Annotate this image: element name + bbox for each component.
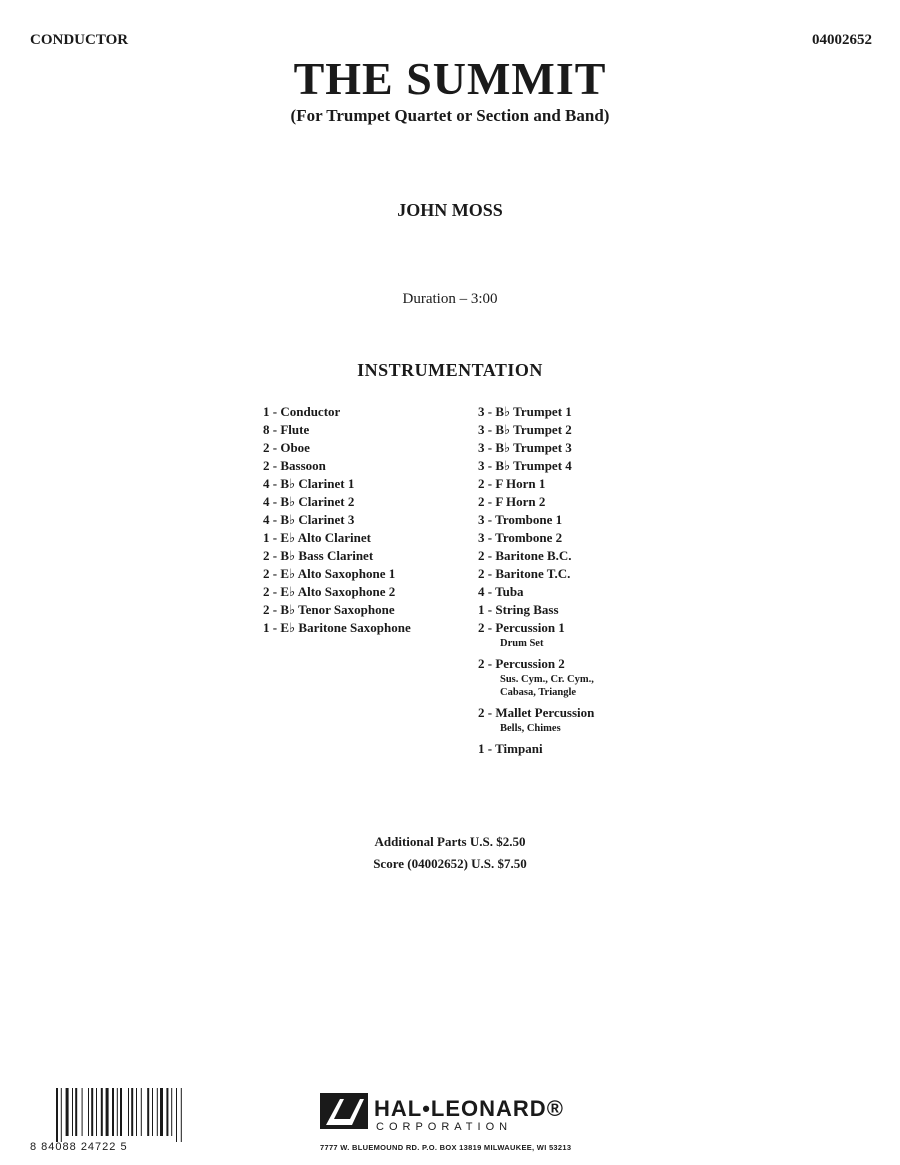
- instrument-list-right: [478, 403, 594, 758]
- instrument-row: 2 - B♭ Tenor Saxophone: [263, 602, 395, 617]
- instrument-name: Alto Clarinet: [295, 530, 371, 545]
- instrument-name: Conductor: [280, 404, 341, 419]
- instrument-key: B♭: [280, 602, 296, 617]
- instrument-quantity: 2: [478, 705, 485, 720]
- instrument-name: Tenor Saxophone: [295, 602, 395, 617]
- instrument-quantity: 4: [478, 584, 485, 599]
- instrument-name: Mallet Percussion: [495, 705, 595, 720]
- instrument-note: Bells, Chimes: [500, 723, 561, 734]
- instrument-note: Cabasa, Triangle: [500, 687, 577, 698]
- instrument-row: 2 - E♭ Alto Saxophone 1: [263, 566, 396, 581]
- instrument-key: B♭: [280, 548, 296, 563]
- instrument-quantity: 3: [478, 440, 485, 455]
- instrument-row: 4 - Tuba: [478, 584, 524, 599]
- instrument-name: Trombone 1: [495, 512, 563, 527]
- instrument-quantity: 4: [263, 476, 270, 491]
- instrument-quantity: 1: [478, 741, 485, 756]
- instrument-name: Timpani: [495, 741, 543, 756]
- catalog-number: 04002652: [812, 32, 872, 48]
- instrument-key: B♭: [495, 440, 511, 455]
- instrument-quantity: 4: [263, 512, 270, 527]
- instrument-quantity: 3: [478, 422, 485, 437]
- instrument-row: 2 - Mallet Percussion Bells, Chimes: [478, 705, 595, 734]
- instrument-name: Trumpet 1: [510, 404, 572, 419]
- instrument-key: E♭: [280, 620, 296, 635]
- publisher-subtitle: CORPORATION: [376, 1121, 513, 1133]
- instrument-name: Percussion 1: [495, 620, 565, 635]
- instrument-quantity: 4: [263, 494, 270, 509]
- instrument-row: 2 - Baritone B.C.: [478, 548, 572, 563]
- instrument-name: Clarinet 2: [295, 494, 355, 509]
- instrument-row: 2 - E♭ Alto Saxophone 2: [263, 584, 396, 599]
- barcode-number: 8 84088 24722 5: [30, 1141, 128, 1153]
- publisher-address: 7777 W. BLUEMOUND RD. P.O. BOX 13819 MILWAUKEE, WI 53213: [320, 1143, 572, 1152]
- instrument-quantity: 3: [478, 512, 485, 527]
- instrument-name: Trumpet 2: [510, 422, 572, 437]
- instrument-note: Drum Set: [500, 638, 544, 649]
- instrument-name: Flute: [280, 422, 310, 437]
- instrument-name: F Horn 1: [495, 476, 546, 491]
- instrument-list-left: [263, 403, 411, 637]
- instrument-quantity: 2: [263, 548, 270, 563]
- instrument-row: 4 - B♭ Clarinet 2: [263, 494, 355, 509]
- instrument-row: 1 - E♭ Alto Clarinet: [263, 530, 371, 545]
- instrument-name: Clarinet 1: [295, 476, 355, 491]
- instrument-name: Percussion 2: [495, 656, 565, 671]
- instrument-row: 3 - B♭ Trumpet 1: [478, 404, 572, 419]
- subtitle: (For Trumpet Quartet or Section and Band): [290, 106, 610, 125]
- instrument-row: 4 - B♭ Clarinet 1: [263, 476, 355, 491]
- instrument-name: Trumpet 4: [510, 458, 572, 473]
- instrument-row: 3 - B♭ Trumpet 4: [478, 458, 572, 473]
- instrument-quantity: 1: [263, 620, 270, 635]
- instrument-row: 1 - E♭ Baritone Saxophone: [263, 620, 411, 635]
- instrument-quantity: 1: [263, 404, 270, 419]
- instrument-row: 4 - B♭ Clarinet 3: [263, 512, 355, 527]
- instrument-quantity: 2: [263, 584, 270, 599]
- instrument-row: 1 - Timpani: [478, 741, 543, 756]
- instrument-quantity: 2: [263, 458, 270, 473]
- instrument-row: 2 - B♭ Bass Clarinet: [263, 548, 374, 563]
- duration: Duration – 3:00: [402, 291, 498, 307]
- instrument-name: Clarinet 3: [295, 512, 355, 527]
- instrument-row: 2 - F Horn 2: [478, 494, 546, 509]
- instrument-note: Sus. Cym., Cr. Cym.,: [500, 674, 594, 685]
- instrument-key: B♭: [495, 404, 511, 419]
- instrument-name: Bassoon: [280, 458, 326, 473]
- instrument-key: B♭: [280, 494, 296, 509]
- composer: JOHN MOSS: [397, 200, 503, 220]
- instrument-name: Alto Saxophone 1: [295, 566, 396, 581]
- instrument-row: 1 - Conductor: [263, 404, 341, 419]
- instrument-row: 2 - F Horn 1: [478, 476, 546, 491]
- instrument-quantity: 1: [478, 602, 485, 617]
- instrument-row: 2 - Baritone T.C.: [478, 566, 571, 581]
- instrument-quantity: 2: [263, 602, 270, 617]
- instrument-quantity: 1: [263, 530, 270, 545]
- instrument-key: E♭: [280, 584, 296, 599]
- instrument-row: 2 - Oboe: [263, 440, 310, 455]
- instrument-row: 3 - B♭ Trumpet 3: [478, 440, 572, 455]
- instrument-quantity: 2: [478, 548, 485, 563]
- instrument-quantity: 2: [478, 476, 485, 491]
- instrument-quantity: 2: [478, 494, 485, 509]
- instrument-row: 3 - Trombone 1: [478, 512, 563, 527]
- instrumentation-heading: INSTRUMENTATION: [357, 360, 543, 380]
- instrument-key: B♭: [495, 458, 511, 473]
- instrument-quantity: 3: [478, 404, 485, 419]
- instrument-row: 3 - Trombone 2: [478, 530, 563, 545]
- instrument-name: Tuba: [495, 584, 524, 599]
- instrument-name: Trombone 2: [495, 530, 563, 545]
- part-label: CONDUCTOR: [30, 32, 129, 48]
- publisher-name: HAL•LEONARD®: [374, 1096, 564, 1121]
- instrument-row: 2 - Bassoon: [263, 458, 326, 473]
- instrument-quantity: 2: [478, 656, 485, 671]
- instrument-name: String Bass: [495, 602, 559, 617]
- instrument-quantity: 2: [478, 620, 485, 635]
- additional-parts-price: Additional Parts U.S. $2.50: [374, 834, 526, 849]
- instrument-quantity: 2: [478, 566, 485, 581]
- instrument-quantity: 2: [263, 566, 270, 581]
- instrument-name: Alto Saxophone 2: [295, 584, 396, 599]
- instrument-quantity: 8: [263, 422, 270, 437]
- instrument-quantity: 3: [478, 530, 485, 545]
- instrument-key: B♭: [280, 476, 296, 491]
- instrument-quantity: 2: [263, 440, 270, 455]
- instrument-row: 8 - Flute: [263, 422, 310, 437]
- instrument-name: Trumpet 3: [510, 440, 572, 455]
- instrument-key: B♭: [495, 422, 511, 437]
- score-price: Score (04002652) U.S. $7.50: [373, 856, 527, 871]
- instrument-key: B♭: [280, 512, 296, 527]
- instrument-name: Bass Clarinet: [295, 548, 374, 563]
- page-title: THE SUMMIT: [293, 53, 607, 104]
- instrument-name: Baritone B.C.: [495, 548, 572, 563]
- instrument-row: 2 - Percussion 1 Drum Set: [478, 619, 594, 650]
- instrument-quantity: 3: [478, 458, 485, 473]
- instrument-name: Baritone T.C.: [495, 566, 571, 581]
- instrument-name: F Horn 2: [495, 494, 546, 509]
- instrument-row: 1 - String Bass: [478, 602, 559, 617]
- instrument-row: 2 - Percussion 2 Sus. Cym., Cr. Cym., Cabasa, Triangle: [478, 656, 594, 698]
- instrument-name: Oboe: [280, 440, 310, 455]
- instrument-key: E♭: [280, 530, 296, 545]
- instrument-name: Baritone Saxophone: [295, 620, 411, 635]
- instrument-key: E♭: [280, 566, 296, 581]
- instrument-row: 3 - B♭ Trumpet 2: [478, 422, 572, 437]
